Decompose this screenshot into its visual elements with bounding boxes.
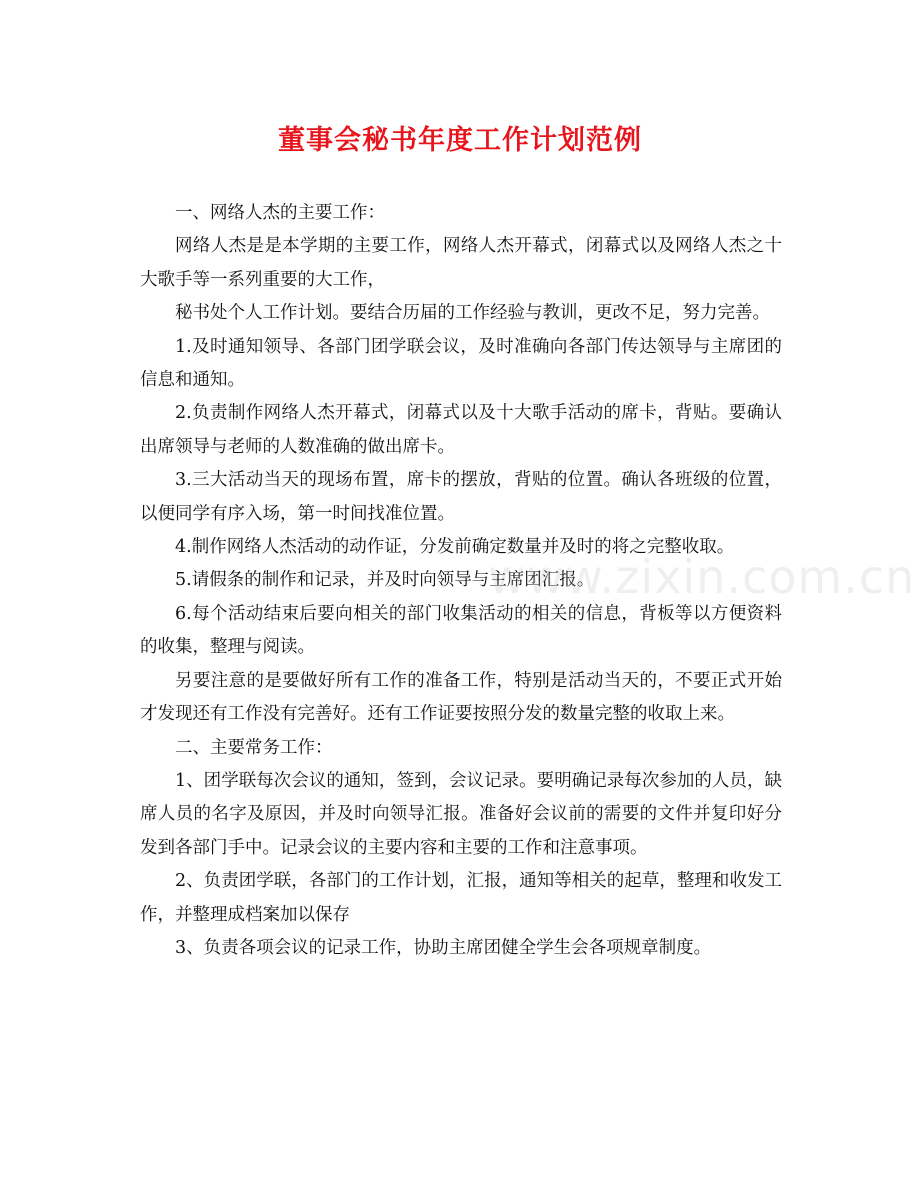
list-item: 3.三大活动当天的现场布置，席卡的摆放，背贴的位置。确认各班级的位置，以便同学有序入场，第一时间找准位置。 <box>140 470 782 524</box>
list-item: 2.负责制作网络人杰开幕式，闭幕式以及十大歌手活动的席卡，背贴。要确认出席领导与老师的人数准确的做出席卡。 <box>140 403 782 457</box>
section-heading-2: 二、主要常务工作： <box>175 737 333 758</box>
list-item: 6.每个活动结束后要向相关的部门收集活动的相关的信息，背板等以方便资料的收集，整理与阅读。 <box>140 603 782 658</box>
section-heading-1: 一、网络人杰的主要工作： <box>175 203 385 223</box>
document-title: 董事会秘书年度工作计划范例 <box>278 125 642 156</box>
paragraph: 网络人杰是是本学期的主要工作，网络人杰开幕式，闭幕式以及网络人杰之十大歌手等一系列重要的大工作， <box>140 236 782 290</box>
list-item: 5.请假条的制作和记录，并及时向领导与主席团汇报。 <box>175 570 595 591</box>
list-item: 1、团学联每次会议的通知，签到，会议记录。要明确记录每次参加的人员，缺席人员的名字及原因，并及时向领导汇报。准备好会议前的需要的文件并复印好分发到各部门手中。记录会议的主要内容和主要的工作和注意事项。 <box>140 770 782 858</box>
paragraph: 另要注意的是要做好所有工作的准备工作，特别是活动当天的，不要正式开始才发现还有工作没有完善好。还有工作证要按照分发的数量完整的收取上来。 <box>140 670 782 725</box>
paragraph: 秘书处个人工作计划。要结合历届的工作经验与教训，更改不足，努力完善。 <box>175 303 770 324</box>
list-item: 4.制作网络人杰活动的动作证，分发前确定数量并及时的将之完整收取。 <box>175 537 735 558</box>
list-item: 1.及时通知领导、各部门团学联会议，及时准确向各部门传达领导与主席团的信息和通知。 <box>140 336 782 391</box>
watermark: www.zixin.com.cn <box>488 550 916 604</box>
list-item: 2、负责团学联，各部门的工作计划，汇报，通知等相关的起草，整理和收发工作，并整理成档案加以保存 <box>140 871 782 925</box>
list-item: 3、负责各项会议的记录工作，协助主席团健全学生会各项规章制度。 <box>175 937 712 958</box>
